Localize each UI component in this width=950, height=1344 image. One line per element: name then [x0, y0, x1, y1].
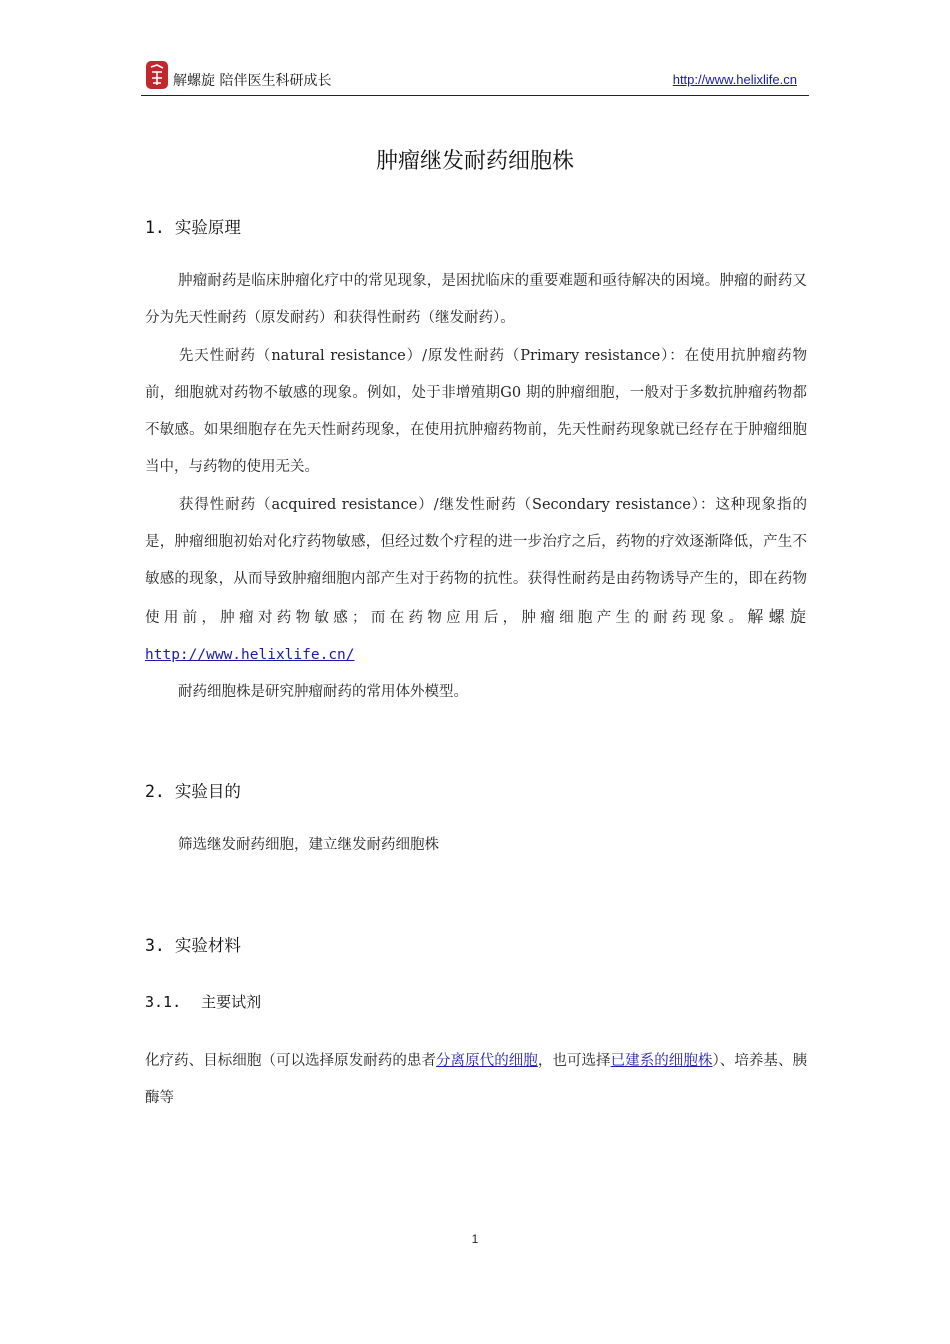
paragraph-text: 化疗药、目标细胞（可以选择原发耐药的患者 [145, 1053, 436, 1069]
brand-slogan: 解螺旋 陪伴医生科研成长 [173, 73, 332, 89]
primary-cells-link[interactable]: 分离原代的细胞 [436, 1053, 538, 1069]
paragraph [145, 263, 807, 337]
section-title: 实验原理 [174, 218, 241, 237]
document-title: 肿瘤继发耐药细胞株 [375, 149, 574, 174]
paragraph-text: 筛选继发耐药细胞，建立继发耐药细胞株 [178, 837, 439, 853]
paragraph [145, 1043, 807, 1117]
brand-text: 解螺旋 [747, 607, 807, 626]
header-website-link[interactable]: http://www.helixlife.cn [672, 72, 797, 87]
paragraph-text: 肿瘤耐药是临床肿瘤化疗中的常见现象，是困扰临床的重要难题和亟待解决的困境。肿瘤的耐药又分为先天性耐药（原发耐药）和获得性耐药（继发耐药）。 [145, 273, 807, 326]
subsection-3-1-heading [145, 991, 261, 1012]
paragraph-text: ，也可选择 [537, 1053, 611, 1069]
section-2-heading [145, 778, 241, 802]
section-3-heading [145, 932, 241, 956]
paragraph-text: ）、培养基、胰酶等 [145, 1053, 808, 1106]
paragraph [145, 487, 807, 674]
section-number: 2. [145, 782, 165, 801]
subsection-number: 3.1. [145, 993, 182, 1011]
section-title: 实验目的 [174, 782, 241, 801]
paragraph-text: 先天性耐药（natural resistance）/原发性耐药（Primary resistance）：在使用抗肿瘤药物前，细胞就对药物不敏感的现象。例如，处于非增殖期G0 期的肿瘤细胞，一般对于多数抗肿瘤药物都不敏感。如果细胞存在先天性耐药现象，在使用抗肿瘤药物前，先天性耐药现象就已经存在于肿瘤细胞当中，与药物的使用无关。 [145, 348, 807, 475]
helix-logo-icon [145, 60, 169, 90]
page-number: 1 [471, 1232, 479, 1246]
section-number: 1. [145, 218, 165, 237]
section-title: 实验材料 [174, 936, 241, 955]
paragraph [145, 338, 807, 486]
subsection-title: 主要试剂 [201, 993, 262, 1011]
paragraph [145, 827, 807, 864]
helixlife-link[interactable]: http://www.helixlife.cn/ [145, 647, 355, 663]
section-1-heading [145, 214, 241, 238]
paragraph-text: 获得性耐药（acquired resistance）/继发性耐药（Secondary resistance）：这种现象指的是，肿瘤细胞初始对化疗药物敏感，但经过数个疗程的进一步治疗之后，药物的疗效逐渐降低，产生不敏感的现象，从而导致肿瘤细胞内部产生对于药物的抗性。获得性耐药是由药物诱导产生的，即在药物使用前，肿瘤对药物敏感；而在药物应用后，肿瘤细胞产生的耐药现象。 [145, 497, 807, 626]
paragraph [145, 674, 807, 711]
paragraph-text: 耐药细胞株是研究肿瘤耐药的常用体外模型。 [178, 684, 468, 700]
page-header [141, 58, 809, 96]
cell-line-link[interactable]: 已建系的细胞株 [610, 1053, 713, 1069]
section-number: 3. [145, 936, 165, 955]
